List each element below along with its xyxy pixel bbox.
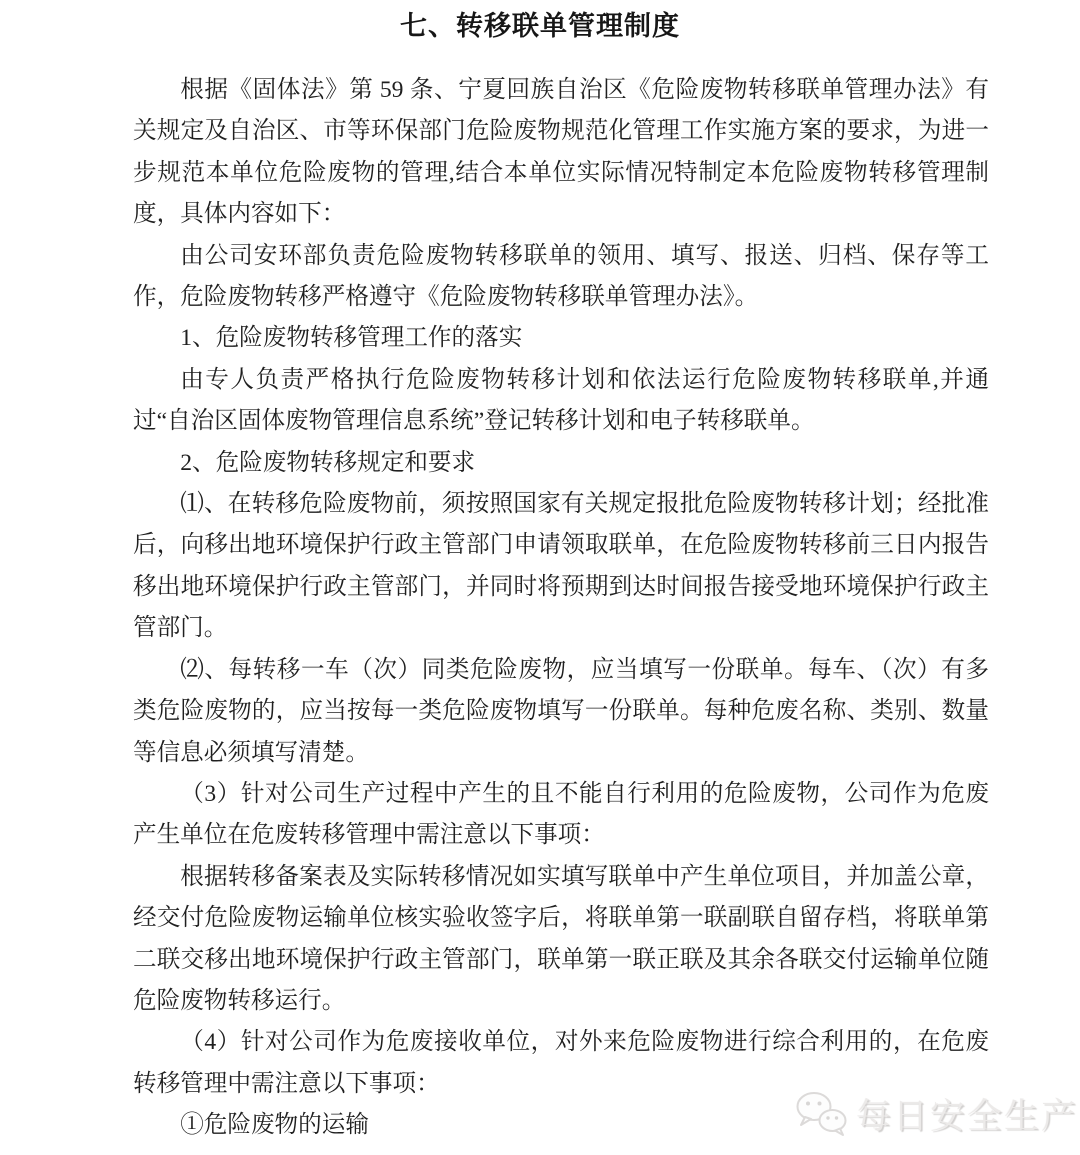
document-page: [0, 7, 1080, 1155]
document-body: [133, 70, 989, 1147]
paragraph: ⑵、每转移一车（次）同类危险废物，应当填写一份联单。每车、（次）有多类危险废物的，应当按每一类危险废物填写一份联单。每种危废名称、类别、数量等信息必须填写清楚。: [133, 656, 989, 766]
watermark-label: 每日安全生产: [855, 1097, 1078, 1136]
paragraph: ①危险废物的运输: [180, 1112, 369, 1139]
paragraph: （4）针对公司作为危废接收单位，对外来危险废物进行综合利用的，在危废转移管理中需注意以下事项：: [133, 1029, 989, 1097]
paragraph: ⑴、在转移危险废物前，须按照国家有关规定报批危险废物转移计划；经批准后，向移出地环境保护行政主管部门申请领取联单，在危险废物转移前三日内报告移出地环境保护行政主管部门，并同时将预期到达时间报告接受地环境保护行政主管部门。: [133, 491, 989, 642]
paragraph: 2、危险废物转移规定和要求: [180, 449, 476, 476]
paragraph: 根据《固体法》第 59 条、宁夏回族自治区《危险废物转移联单管理办法》有关规定及自治区、市等环保部门危险废物规范化管理工作实施方案的要求，为进一步规范本单位危险废物的管理,结合本单位实际情况特制定本危险废物转移管理制度，具体内容如下：: [133, 77, 989, 228]
paragraph: 根据转移备案表及实际转移情况如实填写联单中产生单位项目，并加盖公章，经交付危险废物运输单位核实验收签字后，将联单第一联副联自留存档，将联单第二联交移出地环境保护行政主管部门，联单第一联正联及其余各联交付运输单位随危险废物转移运行。: [133, 863, 989, 1014]
paragraph: 由公司安环部负责危险废物转移联单的领用、填写、报送、归档、保存等工作，危险废物转移严格遵守《危险废物转移联单管理办法》。: [133, 242, 989, 311]
paragraph: 由专人负责严格执行危险废物转移计划和依法运行危险废物转移联单,并通过“自治区固体废物管理信息系统”登记转移计划和电子转移联单。: [133, 366, 989, 435]
paragraph: （3）针对公司生产过程中产生的且不能自行利用的危险废物，公司作为危废产生单位在危废转移管理中需注意以下事项：: [133, 780, 989, 849]
paragraph: 1、危险废物转移管理工作的落实: [180, 325, 523, 352]
document-title: 七、转移联单管理制度: [400, 11, 680, 41]
